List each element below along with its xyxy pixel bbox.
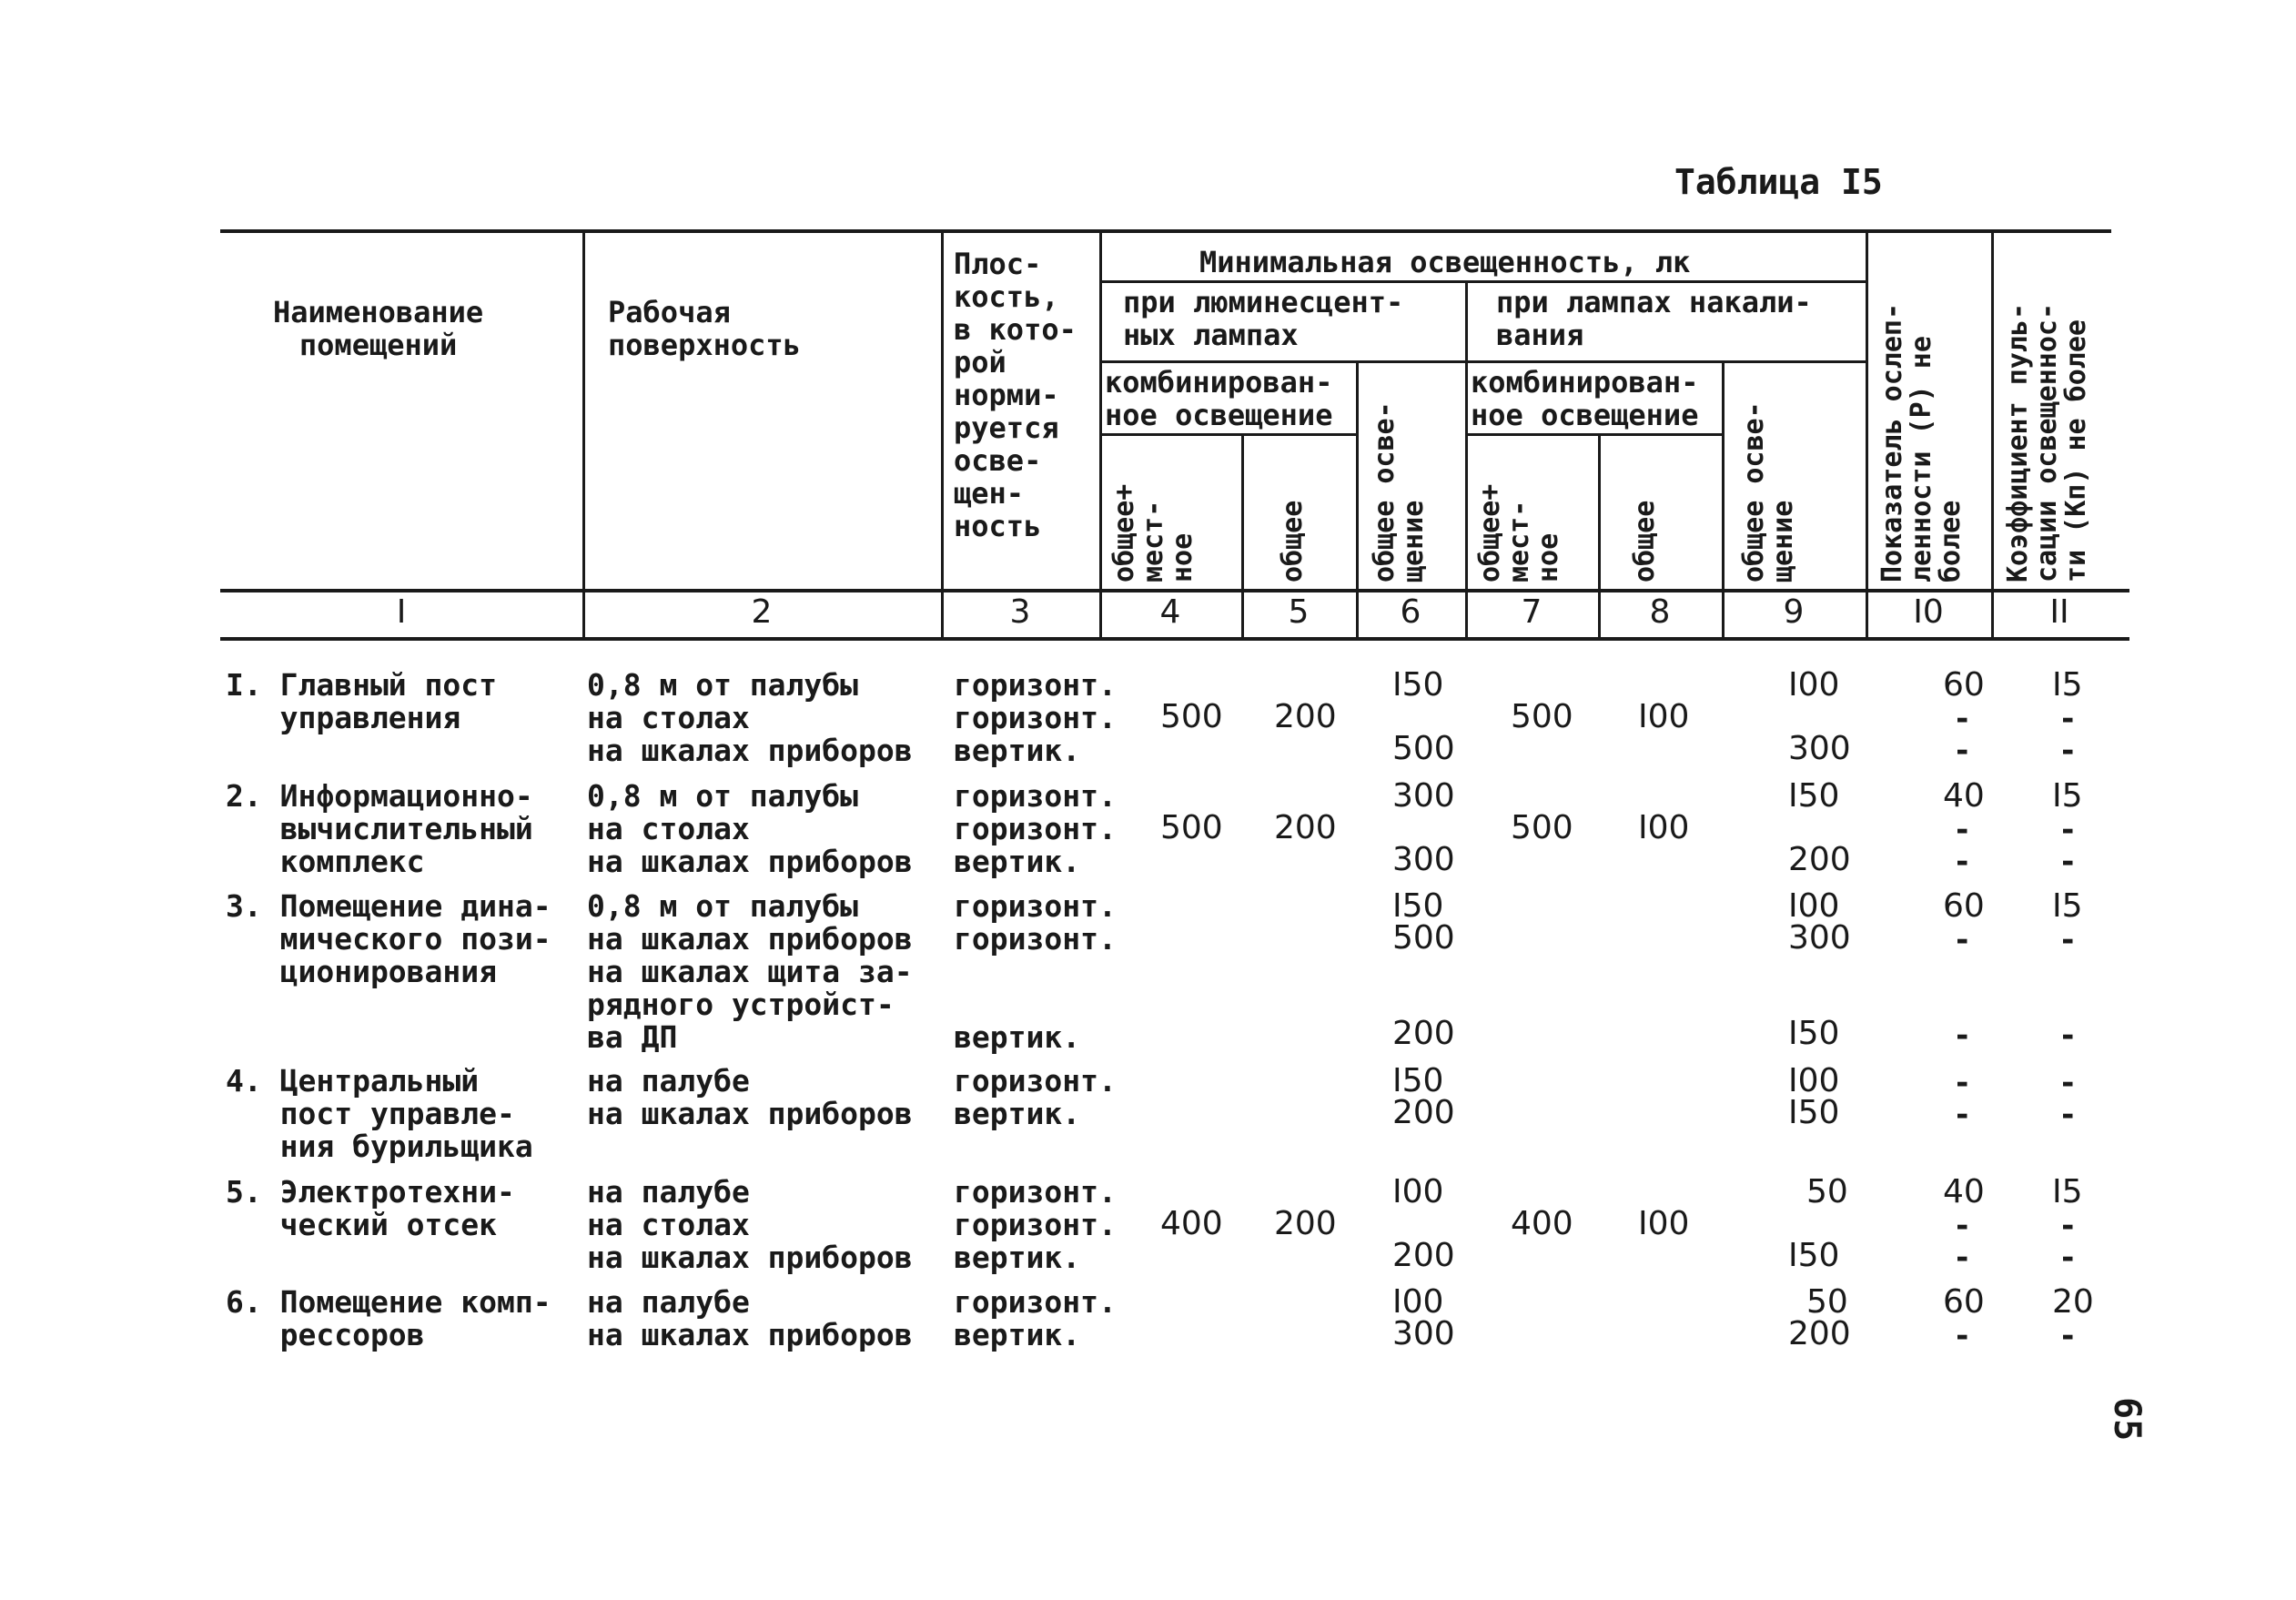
row3-c6-c: 200 xyxy=(1392,1015,1455,1052)
row2-c8: I00 xyxy=(1638,809,1690,846)
row6-surface: на палубе на шкалах приборов xyxy=(587,1284,913,1352)
row2-c9-a: I50 xyxy=(1788,777,1840,815)
header-general-local-fl: общее+ мест- ное xyxy=(1108,483,1199,582)
row1-c10-c: - xyxy=(1953,733,1972,769)
header-combined-fluorescent: комбинирован- ное освещение xyxy=(1105,365,1333,432)
col-sep-1 xyxy=(582,231,585,639)
row1-c6-a: I50 xyxy=(1392,666,1444,704)
row5-c6-b: 200 xyxy=(1392,1237,1455,1274)
row2-surface: 0,8 м от палубы на столах на шкалах приборов xyxy=(587,778,913,879)
header-general-lighting-fl: общее осве- щение xyxy=(1369,401,1430,582)
min-illum-rule xyxy=(1099,280,1866,283)
row2-c5: 200 xyxy=(1274,809,1337,846)
colnum-bottom-rule xyxy=(220,637,2129,641)
col-sep-2 xyxy=(941,231,944,639)
row1-c5: 200 xyxy=(1274,698,1337,735)
row1-c7: 500 xyxy=(1511,698,1573,735)
lamp-type-rule xyxy=(1099,360,1866,363)
combined-inc-rule xyxy=(1465,433,1722,436)
row1-c11-c: - xyxy=(2058,733,2078,769)
row2-c11-a: I5 xyxy=(2052,777,2083,815)
row6-c10-a: 60 xyxy=(1943,1283,1985,1321)
row2-name: 2. Информационно- вычислительный комплекс xyxy=(226,778,533,879)
row5-c6-a: I00 xyxy=(1392,1173,1444,1210)
row2-c6-a: 300 xyxy=(1392,777,1455,815)
row5-c8: I00 xyxy=(1638,1205,1690,1242)
row4-c6-b: 200 xyxy=(1392,1094,1455,1131)
row5-c11-b: - xyxy=(2058,1208,2078,1244)
row5-c9-a: 50 xyxy=(1806,1173,1848,1210)
table-top-rule xyxy=(220,229,2111,233)
row5-c9-b: I50 xyxy=(1788,1237,1840,1274)
row3-c9-b: 300 xyxy=(1788,919,1851,957)
row2-c11-c: - xyxy=(2058,844,2078,880)
row5-c4: 400 xyxy=(1160,1205,1223,1242)
header-work-surface: Рабочая поверхность xyxy=(608,295,801,362)
row1-c10-b: - xyxy=(1953,701,1972,737)
col-sep-9 xyxy=(1866,231,1868,639)
row1-surface: 0,8 м от палубы на столах на шкалах приборов xyxy=(587,667,913,768)
row5-c10-b: - xyxy=(1953,1208,1972,1244)
row5-c11-a: I5 xyxy=(2052,1173,2083,1210)
row3-c11-c: - xyxy=(2058,1018,2078,1054)
row2-c6-b: 300 xyxy=(1392,841,1455,878)
header-general-lighting-inc: общее осве- щение xyxy=(1738,401,1799,582)
row2-c9-b: 200 xyxy=(1788,841,1851,878)
row3-c9-c: I50 xyxy=(1788,1015,1840,1052)
row6-plane: горизонт. вертик. xyxy=(954,1284,1117,1352)
row1-c9-b: 300 xyxy=(1788,730,1851,767)
header-bottom-rule xyxy=(220,589,2129,592)
row6-c11-b: - xyxy=(2058,1318,2078,1354)
row1-c10-a: 60 xyxy=(1943,666,1985,704)
col-number-7: 7 xyxy=(1521,593,1542,631)
row1-c8: I00 xyxy=(1638,698,1690,735)
row3-c6-a: I50 xyxy=(1392,887,1444,925)
header-room-name: Наименование помещений xyxy=(273,295,484,362)
header-glare-index: Показатель ослеп- ленности (Р) не более xyxy=(1876,302,1967,582)
row4-c9-b: I50 xyxy=(1788,1094,1840,1131)
row6-c11-a: 20 xyxy=(2052,1283,2094,1321)
row5-surface: на палубе на столах на шкалах приборов xyxy=(587,1174,913,1275)
header-incandescent: при лампах накали- вания xyxy=(1496,285,1812,352)
row4-c10-b: - xyxy=(1953,1097,1972,1133)
row3-plane: горизонт. горизонт. вертик. xyxy=(954,888,1117,1055)
header-general-local-inc: общее+ мест- ное xyxy=(1474,483,1564,582)
row2-c10-b: - xyxy=(1953,812,1972,848)
col-number-1: I xyxy=(396,593,407,631)
col-number-8: 8 xyxy=(1649,593,1671,631)
row3-c11-b: - xyxy=(2058,922,2078,958)
row3-c6-b: 500 xyxy=(1392,919,1455,957)
row5-c11-c: - xyxy=(2058,1240,2078,1276)
row6-name: 6. Помещение комп- рессоров xyxy=(226,1284,551,1352)
row4-c11-b: - xyxy=(2058,1097,2078,1133)
row1-plane: горизонт. горизонт. вертик. xyxy=(954,667,1117,768)
row5-c10-c: - xyxy=(1953,1240,1972,1276)
col-number-5: 5 xyxy=(1288,593,1310,631)
row4-c9-a: I00 xyxy=(1788,1062,1840,1099)
row6-c10-b: - xyxy=(1953,1318,1972,1354)
header-plane: Плос- кость, в кото- рой норми- руется осве- щен- ность xyxy=(954,247,1077,543)
header-general-fl: общее xyxy=(1277,500,1309,582)
col-sep-10 xyxy=(1991,231,1994,639)
row4-c10-a: - xyxy=(1953,1065,1972,1101)
row2-c10-c: - xyxy=(1953,844,1972,880)
row6-c9-b: 200 xyxy=(1788,1315,1851,1352)
row1-c6-b: 500 xyxy=(1392,730,1455,767)
header-fluorescent: при люминесцент- ных лампах xyxy=(1123,285,1404,352)
row5-c10-a: 40 xyxy=(1943,1173,1985,1210)
row2-plane: горизонт. горизонт. вертик. xyxy=(954,778,1117,879)
header-min-illumination: Минимальная освещенность, лк xyxy=(1199,245,1691,279)
row3-c10-b: - xyxy=(1953,922,1972,958)
row2-c10-a: 40 xyxy=(1943,777,1985,815)
row1-c4: 500 xyxy=(1160,698,1223,735)
row3-c11-a: I5 xyxy=(2052,887,2083,925)
col-number-3: 3 xyxy=(1009,593,1031,631)
table-caption: Таблица I5 xyxy=(1674,162,1883,202)
page-number: 65 xyxy=(2106,1397,2148,1442)
row4-plane: горизонт. вертик. xyxy=(954,1063,1117,1131)
row3-c10-c: - xyxy=(1953,1018,1972,1054)
row4-surface: на палубе на шкалах приборов xyxy=(587,1063,913,1131)
row1-name: I. Главный пост управления xyxy=(226,667,498,735)
row3-c10-a: 60 xyxy=(1943,887,1985,925)
row6-c6-a: I00 xyxy=(1392,1283,1444,1321)
row1-c9-a: I00 xyxy=(1788,666,1840,704)
header-combined-incandescent: комбинирован- ное освещение xyxy=(1471,365,1699,432)
col-number-9: 9 xyxy=(1783,593,1805,631)
row3-name: 3. Помещение дина- мического пози- ционирования xyxy=(226,888,551,989)
col-number-4: 4 xyxy=(1159,593,1181,631)
col-number-11: II xyxy=(2049,593,2069,631)
row4-name: 4. Центральный пост управле- ния бурильщика xyxy=(226,1063,533,1164)
row6-c6-b: 300 xyxy=(1392,1315,1455,1352)
row4-c11-a: - xyxy=(2058,1065,2078,1101)
row3-c9-a: I00 xyxy=(1788,887,1840,925)
col-number-10: I0 xyxy=(1913,593,1944,631)
row1-c11-a: I5 xyxy=(2052,666,2083,704)
row5-c5: 200 xyxy=(1274,1205,1337,1242)
row2-c4: 500 xyxy=(1160,809,1223,846)
row5-c7: 400 xyxy=(1511,1205,1573,1242)
col-number-2: 2 xyxy=(751,593,773,631)
row3-surface: 0,8 м от палубы на шкалах приборов на шкалах щита за- рядного устройст- ва ДП xyxy=(587,888,913,1055)
row5-name: 5. Электротехни- ческий отсек xyxy=(226,1174,515,1242)
row2-c11-b: - xyxy=(2058,812,2078,848)
header-general-inc: общее xyxy=(1629,500,1661,582)
header-pulsation-coefficient: Коэффициент пуль- сации освещеннос- ти (Кп) не более xyxy=(2002,302,2092,582)
row2-c7: 500 xyxy=(1511,809,1573,846)
col-sep-6 xyxy=(1465,282,1468,639)
combined-fl-rule xyxy=(1099,433,1356,436)
row4-c6-a: I50 xyxy=(1392,1062,1444,1099)
row6-c9-a: 50 xyxy=(1806,1283,1848,1321)
row1-c11-b: - xyxy=(2058,701,2078,737)
col-number-6: 6 xyxy=(1400,593,1421,631)
row5-plane: горизонт. горизонт. вертик. xyxy=(954,1174,1117,1275)
